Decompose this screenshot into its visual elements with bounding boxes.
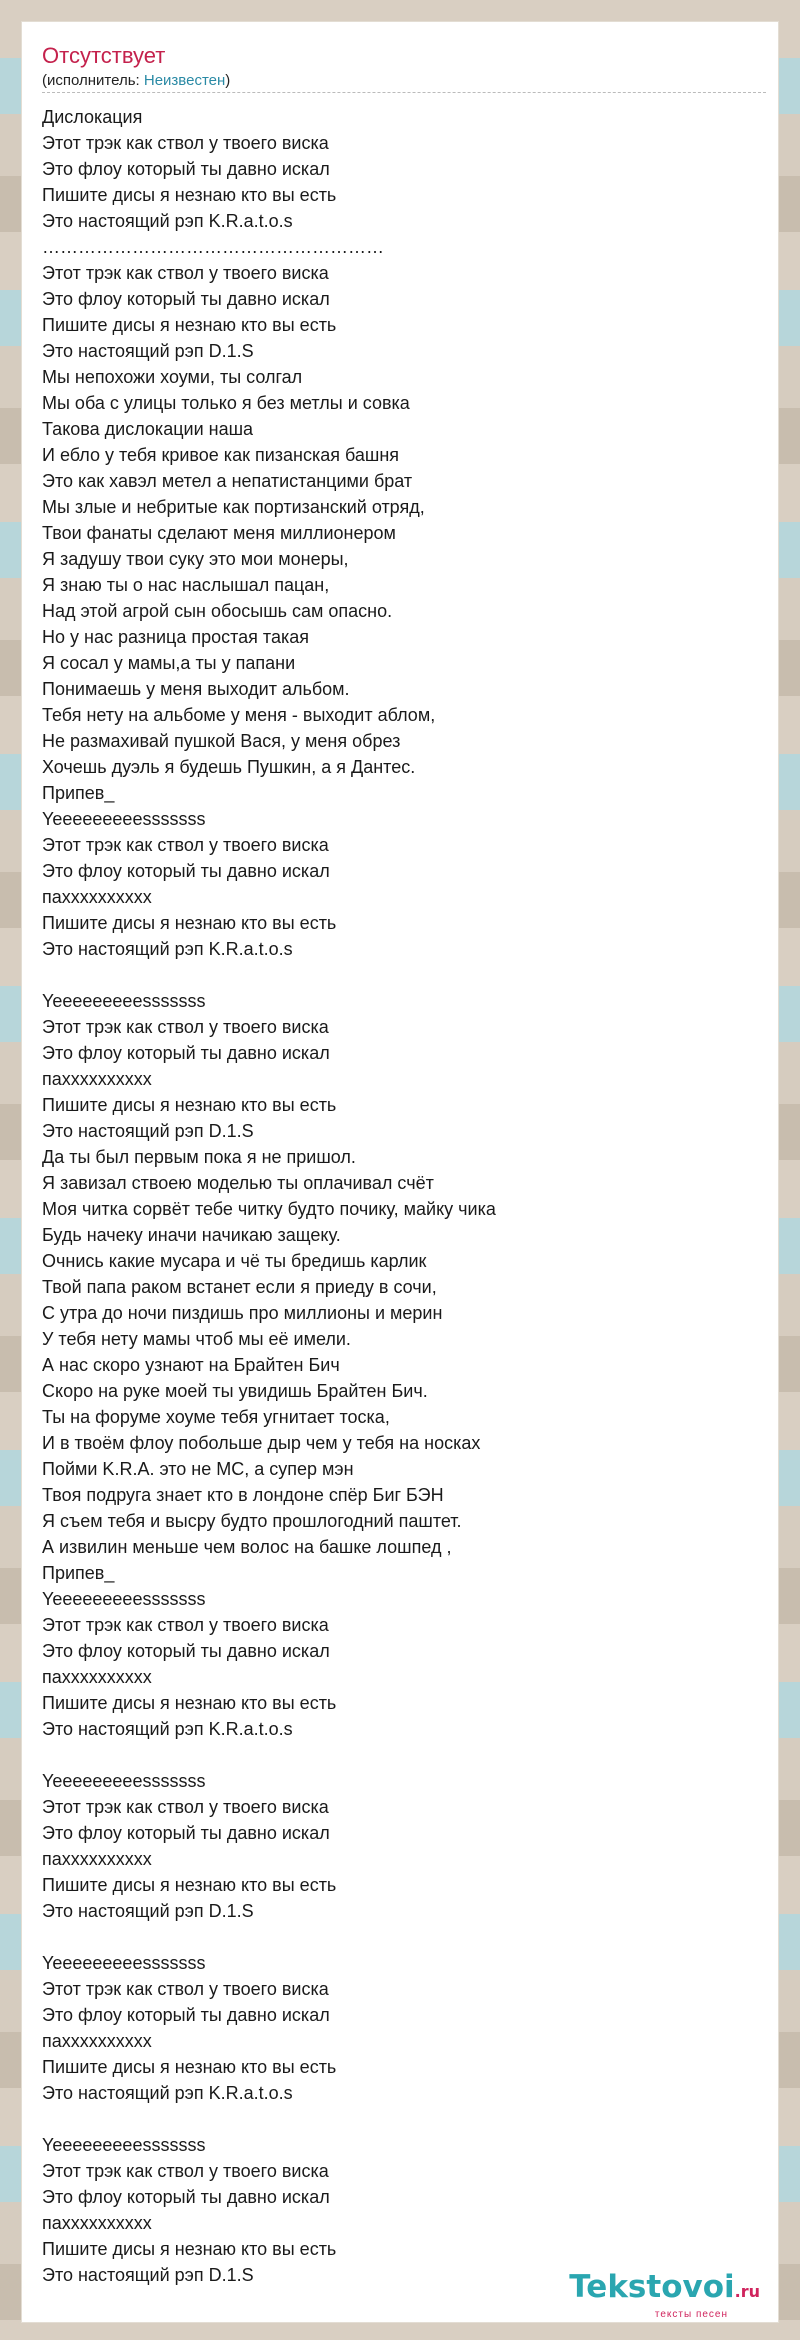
lyric-line: Мы злые и небритые как портизанский отряд,	[42, 497, 425, 517]
lyric-line: Пишите дисы я незнаю кто вы есть	[42, 913, 337, 933]
lyric-line: Твои фанаты сделают меня миллионером	[42, 523, 396, 543]
lyric-line: Очнись какие мусара и чё ты бредишь карлик	[42, 1251, 427, 1271]
lyric-line: Да ты был первым пока я не пришол.	[42, 1147, 356, 1167]
lyric-line: Дислокация	[42, 107, 143, 127]
lyric-line: Я знаю ты о нас наслышал пацан,	[42, 575, 330, 595]
lyric-line: Это флоу который ты давно искал	[42, 1823, 330, 1843]
lyric-line: У тебя нету мамы чтоб мы её имели.	[42, 1329, 351, 1349]
lyric-line: Это настоящий рэп K.R.a.t.o.s	[42, 1719, 293, 1739]
lyric-line: Тебя нету на альбоме у меня - выходит аблом,	[42, 705, 436, 725]
lyric-line: Это флоу который ты давно искал	[42, 1043, 330, 1063]
artist-line	[42, 72, 230, 90]
lyrics-text	[42, 104, 762, 2288]
lyric-line: Скоро на руке моей ты увидишь Брайтен Бич.	[42, 1381, 428, 1401]
lyrics-page	[22, 22, 778, 2322]
lyric-line: …………………………………………………	[42, 237, 384, 257]
lyric-line: Это флоу который ты давно искал	[42, 1641, 330, 1661]
lyric-line: Это настоящий рэп D.1.S	[42, 341, 254, 361]
lyric-line: пахххххххххх	[42, 1069, 152, 1089]
lyric-line: Это настоящий рэп K.R.a.t.o.s	[42, 2083, 293, 2103]
lyric-line: Пишите дисы я незнаю кто вы есть	[42, 185, 337, 205]
lyric-line: Моя читка сорвёт тебе читку будто почику, майку чика	[42, 1199, 496, 1219]
lyric-line: Твоя подруга знает кто в лондоне спёр Биг БЭН	[42, 1485, 444, 1505]
lyric-line: Это флоу который ты давно искал	[42, 159, 330, 179]
lyric-line: Это как хавэл метел а непатистанцими брат	[42, 471, 413, 491]
lyric-line: И в твоём флоу побольше дыр чем у тебя на носках	[42, 1433, 481, 1453]
lyric-line: Пишите дисы я незнаю кто вы есть	[42, 2239, 337, 2259]
lyric-line: пахххххххххх	[42, 2213, 152, 2233]
lyric-line: Твой папа раком встанет если я приеду в сочи,	[42, 1277, 437, 1297]
song-title: Отсутствует	[42, 43, 166, 68]
artist-link[interactable]: Неизвестен	[143, 72, 226, 89]
lyric-line: Мы непохожи хоуми, ты солгал	[42, 367, 303, 387]
logo-tagline: тексты песен	[654, 2309, 728, 2320]
lyric-line: Это настоящий рэп D.1.S	[42, 1901, 254, 1921]
lyric-line: Припев_	[42, 1563, 115, 1583]
lyric-line: Это флоу который ты давно искал	[42, 289, 330, 309]
lyric-line: Пишите дисы я незнаю кто вы есть	[42, 2057, 337, 2077]
lyric-line: Хочешь дуэль я будешь Пушкин, а я Дантес.	[42, 757, 416, 777]
lyric-line: Это настоящий рэп D.1.S	[42, 1121, 254, 1141]
lyric-line: пахххххххххх	[42, 2031, 152, 2051]
lyric-line: Это флоу который ты давно искал	[42, 2187, 330, 2207]
artist-prefix: (исполнитель:	[42, 72, 144, 89]
lyric-line: Пишите дисы я незнаю кто вы есть	[42, 1693, 337, 1713]
lyric-line: Понимаешь у меня выходит альбом.	[42, 679, 350, 699]
lyric-line: Пишите дисы я незнаю кто вы есть	[42, 1875, 337, 1895]
lyric-line: Над этой агрой сын обосышь сам опасно.	[42, 601, 393, 621]
lyric-line: Припев_	[42, 783, 115, 803]
lyric-line: Но у нас разница простая такая	[42, 627, 310, 647]
lyric-line: Этот трэк как ствол у твоего виска	[42, 1797, 329, 1817]
lyric-line: пахххххххххх	[42, 1667, 152, 1687]
lyric-line: А нас скоро узнают на Брайтен Бич	[42, 1355, 340, 1375]
lyric-line: Пишите дисы я незнаю кто вы есть	[42, 1095, 337, 1115]
lyric-line: Будь начеку иначи начикаю защеку.	[42, 1225, 341, 1245]
lyric-line: Это флоу который ты давно искал	[42, 2005, 330, 2025]
title-divider	[42, 92, 766, 93]
lyric-line: Yeeeeeeeeesssssss	[42, 1589, 206, 1609]
lyric-line: Ты на форуме хоуме тебя угнитает тоска,	[42, 1407, 390, 1427]
lyric-line: Не размахивай пушкой Вася, у меня обрез	[42, 731, 401, 751]
lyric-line: Этот трэк как ствол у твоего виска	[42, 263, 329, 283]
lyric-line: Yeeeeeeeeesssssss	[42, 2135, 206, 2155]
lyric-line: Yeeeeeeeeesssssss	[42, 1953, 206, 1973]
site-logo[interactable]	[569, 2270, 760, 2321]
lyric-line: пахххххххххх	[42, 1849, 152, 1869]
lyric-line: Этот трэк как ствол у твоего виска	[42, 133, 329, 153]
lyric-line: Этот трэк как ствол у твоего виска	[42, 1979, 329, 1999]
lyric-line: Этот трэк как ствол у твоего виска	[42, 835, 329, 855]
logo-text: Tekstovoi	[569, 2269, 735, 2305]
lyric-line: Yeeeeeeeeesssssss	[42, 991, 206, 1011]
lyric-line: Yeeeeeeeeesssssss	[42, 1771, 206, 1791]
lyric-line: Мы оба с улицы только я без метлы и совка	[42, 393, 410, 413]
lyric-line: Я съем тебя и высру будто прошлогодний паштет.	[42, 1511, 462, 1531]
lyric-line: И ебло у тебя кривое как пизанская башня	[42, 445, 400, 465]
lyric-line: Такова дислокации наша	[42, 419, 254, 439]
lyric-line: Это настоящий рэп K.R.a.t.o.s	[42, 211, 293, 231]
lyric-line: Пойми K.R.A. это не MC, а супер мэн	[42, 1459, 354, 1479]
lyric-line: Этот трэк как ствол у твоего виска	[42, 2161, 329, 2181]
logo-domain: .ru	[734, 2282, 760, 2301]
lyric-line: А извилин меньше чем волос на башке лошпед ,	[42, 1537, 452, 1557]
lyric-line: Этот трэк как ствол у твоего виска	[42, 1615, 329, 1635]
lyric-line: Пишите дисы я незнаю кто вы есть	[42, 315, 337, 335]
lyric-line: Yeeeeeeeeesssssss	[42, 809, 206, 829]
lyric-line: Это настоящий рэп K.R.a.t.o.s	[42, 939, 293, 959]
lyric-line: пахххххххххх	[42, 887, 152, 907]
lyric-line: Я завизал ствоею моделью ты оплачивал счёт	[42, 1173, 434, 1193]
artist-suffix: )	[225, 72, 231, 89]
lyric-line: С утра до ночи пиздишь про миллионы и мерин	[42, 1303, 443, 1323]
lyric-line: Это настоящий рэп D.1.S	[42, 2265, 254, 2285]
lyric-line: Я сосал у мамы,а ты у папани	[42, 653, 296, 673]
lyric-line: Это флоу который ты давно искал	[42, 861, 330, 881]
lyric-line: Этот трэк как ствол у твоего виска	[42, 1017, 329, 1037]
lyric-line: Я задушу твои суку это мои монеры,	[42, 549, 349, 569]
